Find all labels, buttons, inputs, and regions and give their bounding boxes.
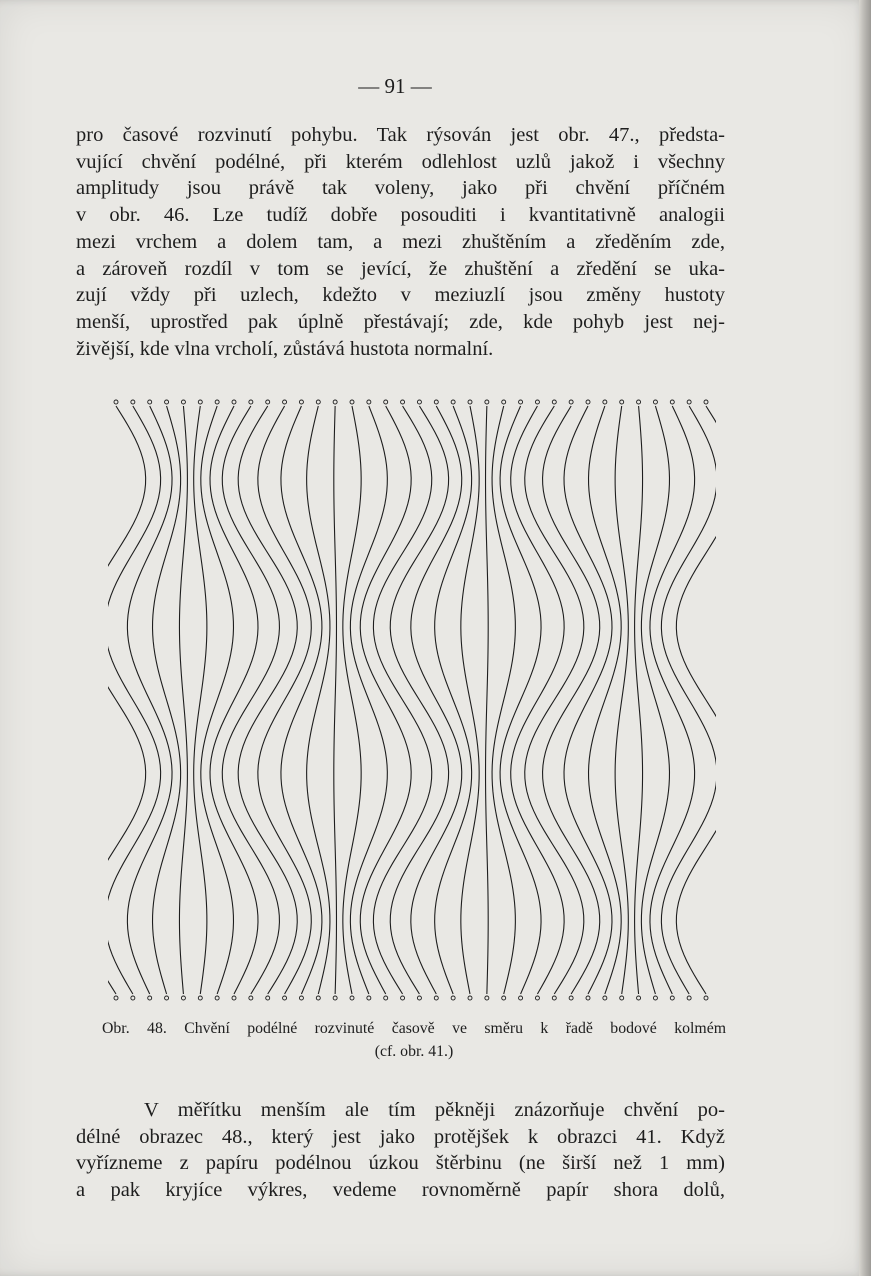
- point-marker: [367, 996, 371, 1000]
- point-marker: [384, 400, 388, 404]
- wave-thread: [222, 406, 279, 994]
- point-marker: [670, 400, 674, 404]
- point-marker: [266, 400, 270, 404]
- point-marker: [502, 996, 506, 1000]
- point-marker: [603, 996, 607, 1000]
- point-marker: [451, 400, 455, 404]
- wave-thread: [373, 406, 431, 994]
- point-marker: [333, 400, 337, 404]
- point-marker: [434, 400, 438, 404]
- point-marker: [198, 400, 202, 404]
- point-marker: [502, 400, 506, 404]
- figure-48: [108, 396, 716, 1008]
- text-line: a pak kryjíce výkres, vedeme rovnoměrně papír shora dolů,: [76, 1179, 725, 1202]
- point-marker: [299, 400, 303, 404]
- point-marker: [198, 996, 202, 1000]
- point-marker: [687, 400, 691, 404]
- point-marker: [266, 996, 270, 1000]
- wave-thread: [411, 406, 462, 994]
- caption-line: Obr. 48. Chvění podélné rozvinuté časově ve směru k řadě bodové kolmém: [102, 1020, 726, 1037]
- point-marker: [333, 996, 337, 1000]
- text-line: živější, kde vlna vrcholí, zůstává hustota normalní.: [76, 337, 494, 360]
- point-marker: [181, 996, 185, 1000]
- point-marker: [519, 400, 523, 404]
- caption-reference: (cf. obr. 41.): [374, 1043, 454, 1060]
- point-marker: [384, 996, 388, 1000]
- point-marker: [586, 400, 590, 404]
- wave-thread: [258, 406, 311, 994]
- point-marker: [417, 400, 421, 404]
- point-marker: [434, 996, 438, 1000]
- point-marker: [215, 996, 219, 1000]
- wave-thread: [350, 406, 387, 994]
- point-marker: [552, 996, 556, 1000]
- text-line: v obr. 46. Lze tudíž dobře posouditi i kvantitativně analogii: [76, 204, 725, 227]
- text-line: vující chvění podélné, při kterém odlehlost uzlů jakož i všechny: [76, 150, 725, 173]
- wave-thread: [179, 406, 187, 994]
- wave-thread: [238, 406, 297, 994]
- wave-thread: [589, 406, 622, 994]
- text-line: menší, uprostřed pak úplně přestávají; zde, kde pohyb jest nej-: [76, 310, 725, 333]
- point-marker: [704, 400, 708, 404]
- point-marker: [519, 996, 523, 1000]
- point-marker: [468, 996, 472, 1000]
- point-marker: [299, 996, 303, 1000]
- point-marker: [687, 996, 691, 1000]
- text-line: amplitudy jsou právě tak voleny, jako při chvění příčném: [76, 177, 725, 200]
- wave-thread: [511, 406, 564, 994]
- point-marker: [114, 996, 118, 1000]
- point-marker: [350, 996, 354, 1000]
- point-marker: [637, 400, 641, 404]
- wave-thread: [525, 406, 584, 994]
- wave-thread: [108, 406, 146, 994]
- point-marker: [535, 400, 539, 404]
- page-edge: [859, 0, 871, 1276]
- wave-thread: [343, 406, 361, 994]
- wave-thread: [650, 406, 695, 994]
- wave-thread: [635, 406, 643, 994]
- point-marker: [586, 996, 590, 1000]
- point-marker: [114, 400, 118, 404]
- point-marker: [670, 996, 674, 1000]
- wave-thread: [435, 406, 472, 994]
- point-marker: [316, 996, 320, 1000]
- text-line: délné obrazec 48., který jest jako protějšek k obrazci 41. Když: [76, 1125, 725, 1148]
- wave-thread: [153, 406, 181, 994]
- point-marker: [451, 996, 455, 1000]
- point-marker: [401, 996, 405, 1000]
- point-marker: [485, 996, 489, 1000]
- wave-thread: [461, 406, 479, 994]
- wave-thread: [500, 406, 541, 994]
- wave-thread: [194, 406, 207, 994]
- point-marker: [283, 996, 287, 1000]
- wave-thread: [360, 406, 411, 994]
- wave-thread: [486, 406, 489, 994]
- point-marker: [215, 400, 219, 404]
- point-marker: [283, 400, 287, 404]
- wave-thread: [334, 406, 337, 994]
- text-line: pro časové rozvinutí pohybu. Tak rýsován jest obr. 47., předsta-: [76, 124, 725, 146]
- wave-thread: [201, 406, 234, 994]
- point-marker: [181, 400, 185, 404]
- point-marker: [637, 996, 641, 1000]
- point-marker: [249, 400, 253, 404]
- point-marker: [653, 996, 657, 1000]
- point-marker: [232, 400, 236, 404]
- point-marker: [165, 996, 169, 1000]
- point-marker: [552, 400, 556, 404]
- point-marker: [316, 400, 320, 404]
- point-marker: [485, 400, 489, 404]
- point-marker: [367, 400, 371, 404]
- point-marker: [232, 996, 236, 1000]
- point-marker: [535, 996, 539, 1000]
- point-marker: [350, 400, 354, 404]
- text-line: mezi vrchem a dolem tam, a mezi zhuštěním a zředěním zde,: [76, 230, 725, 253]
- wave-thread: [281, 406, 322, 994]
- point-marker: [569, 400, 573, 404]
- point-marker: [417, 996, 421, 1000]
- longitudinal-wave-drawing: [108, 396, 716, 1008]
- point-marker: [401, 400, 405, 404]
- point-marker: [704, 996, 708, 1000]
- point-marker: [603, 400, 607, 404]
- text-line: zují vždy při uzlech, kdežto v meziuzlí jsou změny hustoty: [76, 284, 725, 307]
- point-marker: [131, 996, 135, 1000]
- point-marker: [131, 400, 135, 404]
- point-marker: [620, 400, 624, 404]
- point-marker: [165, 400, 169, 404]
- wave-thread: [676, 406, 716, 994]
- text-line: vyřízneme z papíru podélnou úzkou štěrbinu (ne širší než 1 mm): [76, 1152, 725, 1175]
- paragraph-top: [76, 122, 725, 362]
- wave-thread: [641, 406, 669, 994]
- wave-thread: [390, 406, 448, 994]
- point-marker: [653, 400, 657, 404]
- text-line: a zároveň rozdíl v tom se jevící, že zhuštění a zředění se uka-: [76, 257, 725, 280]
- point-marker: [148, 996, 152, 1000]
- text-line: V měřítku menším ale tím pěkněji znázorňuje chvění po-: [144, 1099, 725, 1121]
- point-marker: [468, 400, 472, 404]
- wave-thread: [127, 406, 172, 994]
- point-marker: [148, 400, 152, 404]
- point-marker: [569, 996, 573, 1000]
- point-marker: [620, 996, 624, 1000]
- page-number: — 91 —: [358, 74, 432, 98]
- wave-thread: [615, 406, 628, 994]
- wave-thread: [543, 406, 600, 994]
- paragraph-bottom: [76, 1097, 725, 1204]
- point-marker: [249, 996, 253, 1000]
- figure-caption: [102, 1017, 726, 1063]
- wave-thread: [661, 406, 716, 994]
